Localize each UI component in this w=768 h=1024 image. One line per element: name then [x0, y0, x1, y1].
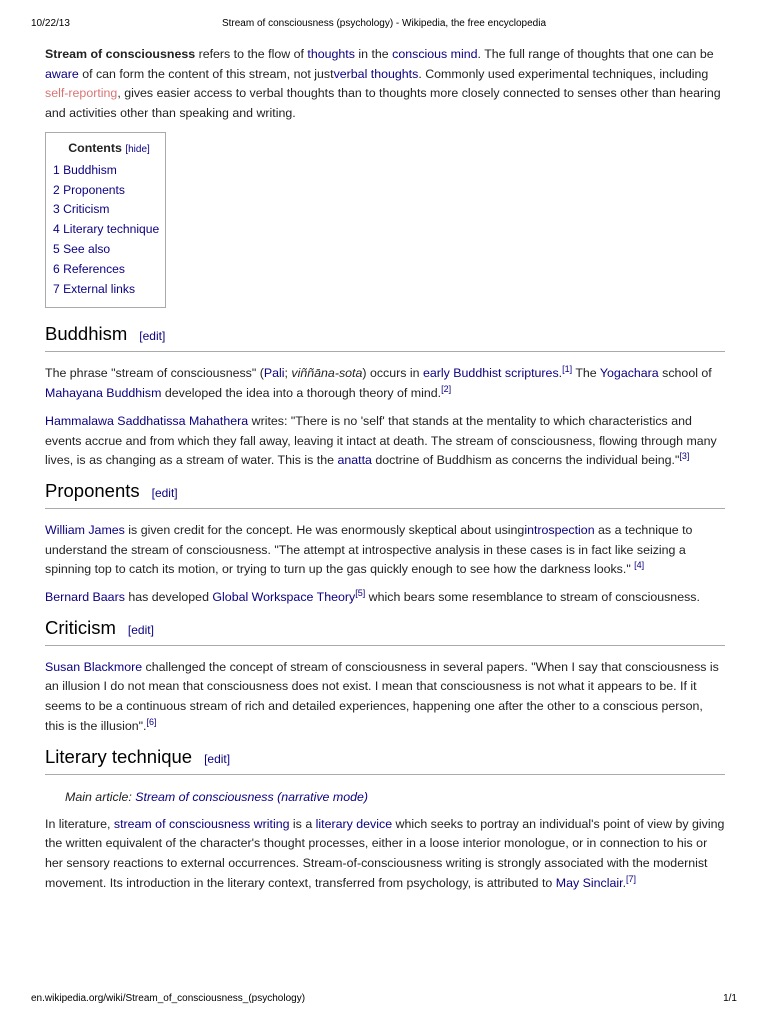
toc-item-proponents[interactable]: 2 Proponents: [53, 182, 125, 197]
link-main-article[interactable]: Stream of consciousness (narrative mode): [135, 789, 369, 804]
link-self-reporting[interactable]: self-reporting: [45, 86, 118, 101]
toc-hide-toggle[interactable]: [hide]: [125, 143, 150, 155]
citation-2[interactable]: [2]: [441, 383, 452, 394]
toc-list: [53, 161, 165, 300]
table-of-contents: [45, 132, 166, 309]
print-date: 10/22/13: [31, 18, 70, 29]
toc-title: Contents [hide]: [68, 140, 150, 155]
link-literary-device[interactable]: literary device: [315, 816, 393, 831]
citation-7[interactable]: [7]: [626, 873, 637, 884]
link-anatta[interactable]: anatta: [337, 453, 372, 468]
buddhism-paragraph-1: The phrase "stream of consciousness" (Pali; viññāna-sota) occurs in early Buddhist scriptures.[1] The Yogachara school of Mahayana Buddhism developed the idea into a thorough theory of mind.[2]: [45, 364, 712, 401]
print-title: Stream of consciousness (psychology) - Wikipedia, the free encyclopedia: [221, 18, 547, 29]
edit-link-literary-technique[interactable]: [edit]: [204, 751, 231, 766]
link-thoughts[interactable]: thoughts: [307, 47, 355, 61]
print-page-number: 1/1: [723, 993, 737, 1004]
article-content: [45, 45, 725, 901]
section-heading-buddhism: Buddhism [edit]: [45, 322, 725, 352]
link-early-buddhist-scriptures[interactable]: early Buddhist scriptures: [422, 366, 559, 381]
toc-item-see-also[interactable]: 5 See also: [53, 242, 111, 256]
link-verbal-thoughts[interactable]: verbal thoughts: [333, 66, 419, 81]
edit-link-proponents[interactable]: [edit]: [151, 485, 178, 500]
print-url: en.wikipedia.org/wiki/Stream_of_consciousness_(psychology): [31, 993, 306, 1004]
toc-item-external-links[interactable]: 7 External links: [53, 281, 136, 296]
intro-paragraph: Stream of consciousness refers to the flow of thoughts in the conscious mind. The full range of thoughts that one can be aware of can form the content of this stream, not justverbal thoughts. Commonly used experimental techniques, including self-reporting, gives easier access to verbal thoughts than to thoughts more closely connected to senses other than hearing and activities other than speaking and writing.: [45, 47, 721, 121]
citation-3[interactable]: [3]: [679, 451, 690, 462]
article-subject: Stream of consciousness: [45, 47, 196, 61]
link-susan-blackmore[interactable]: Susan Blackmore: [45, 659, 143, 674]
pali-term: viññāna-sota: [291, 366, 363, 381]
toc-item-criticism[interactable]: 3 Criticism: [53, 202, 110, 217]
literary-paragraph-1: In literature, stream of consciousness writing is a literary device which seeks to portray an individual's point of view by giving the written equivalent of the character's thought processes, either in a loose interior monologue, or in connection to his or her sensory reactions to external occurrences. Stream-of-consciousness writing is strongly associated with the modernist movement. Its introduction in the literary context, transferred from psychology, is attributed to May Sinclair.[7]: [45, 816, 725, 890]
citation-6[interactable]: [6]: [146, 716, 157, 727]
toc-item-buddhism[interactable]: 1 Buddhism: [53, 162, 117, 177]
link-conscious-mind[interactable]: conscious mind: [392, 47, 478, 61]
link-introspection[interactable]: introspection: [524, 522, 595, 537]
toc-item-references[interactable]: 6 References: [53, 261, 125, 276]
section-heading-literary-technique: Literary technique [edit]: [45, 745, 725, 775]
proponents-paragraph-2: Bernard Baars has developed Global Workspace Theory[5] which bears some resemblance to stream of consciousness.: [45, 587, 700, 605]
link-global-workspace-theory[interactable]: Global Workspace Theory: [212, 590, 356, 605]
section-heading-criticism: Criticism [edit]: [45, 616, 725, 646]
section-heading-proponents: Proponents [edit]: [45, 479, 725, 509]
toc-item-literary-technique[interactable]: 4 Literary technique: [53, 222, 160, 237]
criticism-paragraph-1: Susan Blackmore challenged the concept of stream of consciousness in several papers. "When I say that consciousness is an illusion I do not mean that consciousness does not exist. I mean that consciousness is not what it appears to be. If it seems to be a continuous stream of rich and detailed experiences, happening one after the other to a conscious person, this is the illusion".[6]: [45, 659, 719, 733]
citation-1[interactable]: [1]: [562, 364, 573, 375]
link-william-james[interactable]: William James: [45, 522, 125, 537]
buddhism-paragraph-2: Hammalawa Saddhatissa Mahathera writes: "There is no 'self' that stands at the mentality to which characteristics and events accrue and from which they fall away, leaving it intact at death. The stream of consciousness, flowing through many lives, is as changing as a stream of water. This is the anatta doctrine of Buddhism as concerns the individual being."[3]: [45, 413, 717, 468]
link-mahayana-buddhism[interactable]: Mahayana Buddhism: [45, 386, 162, 401]
link-hammalawa-saddhatissa[interactable]: Hammalawa Saddhatissa Mahathera: [45, 413, 249, 428]
main-article-hatnote: Main article: Stream of consciousness (narrative mode): [65, 789, 369, 804]
link-aware[interactable]: aware: [45, 66, 79, 81]
edit-link-criticism[interactable]: [edit]: [127, 622, 154, 637]
edit-link-buddhism[interactable]: [edit]: [139, 329, 166, 344]
link-bernard-baars[interactable]: Bernard Baars: [45, 590, 125, 605]
citation-5[interactable]: [5]: [355, 587, 366, 598]
proponents-paragraph-1: William James is given credit for the concept. He was enormously skeptical about usingintrospection as a technique to understand the stream of consciousness. "The attempt at introspective analysis in these cases is in fact like seizing a spinning top to catch its motion, or trying to turn up the gas quickly enough to see how the darkness looks." [4]: [45, 522, 693, 577]
citation-4[interactable]: [4]: [634, 560, 645, 571]
link-may-sinclair[interactable]: May Sinclair: [555, 875, 623, 890]
link-yogachara[interactable]: Yogachara: [599, 366, 659, 381]
link-stream-of-consciousness-writing[interactable]: stream of consciousness writing: [113, 816, 290, 831]
link-pali[interactable]: Pali: [263, 366, 285, 381]
